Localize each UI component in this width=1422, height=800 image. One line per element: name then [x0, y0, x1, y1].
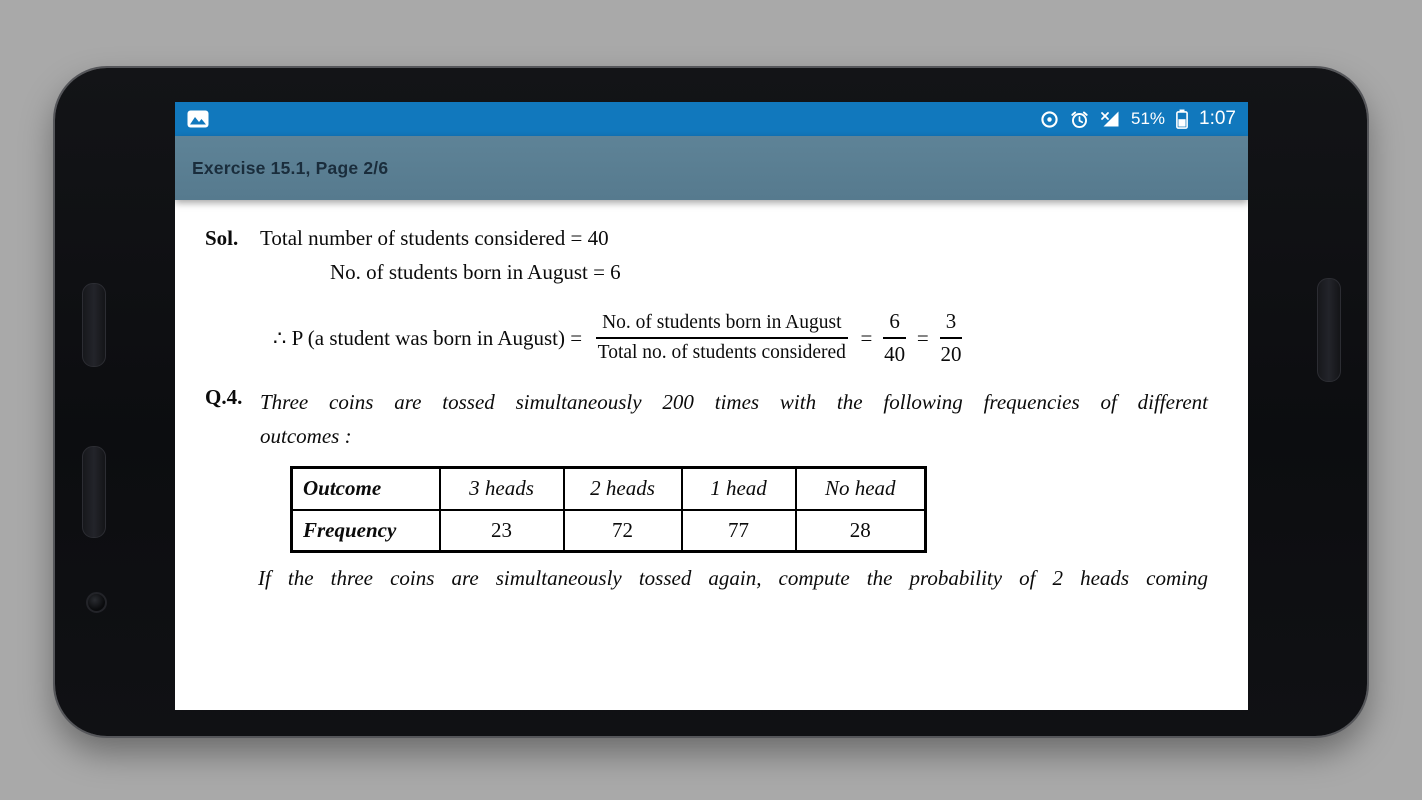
alarm-icon: [1070, 110, 1089, 129]
app-bar: [175, 136, 1248, 200]
question-4: [205, 385, 1248, 453]
table-value: 72: [564, 510, 682, 552]
table-col-3-heads: 3 heads: [440, 468, 564, 510]
fraction-denominator: 40: [884, 342, 906, 366]
probability-equation: [273, 309, 1248, 367]
solution-line-1: [205, 226, 1248, 251]
question-label: Q.4.: [205, 385, 243, 409]
page-content[interactable]: [175, 200, 1248, 710]
fraction-3-20: [940, 309, 963, 367]
table-col-no-head: No head: [796, 468, 926, 510]
equals-sign: =: [860, 325, 873, 350]
side-button[interactable]: [1317, 278, 1341, 382]
table-header-outcome: Outcome: [292, 468, 440, 510]
volume-button[interactable]: [82, 283, 106, 367]
table-header-frequency: Frequency: [292, 510, 440, 552]
gallery-icon: [187, 110, 209, 128]
fraction-numerator: 6: [883, 309, 906, 339]
fraction-denominator: Total no. of students considered: [597, 342, 846, 363]
frequency-table: [290, 466, 927, 553]
question-continuation-text: If the three coins are simultaneously tossed again, compute the probability of 2 heads coming: [258, 566, 1208, 590]
solution-line-2: No. of students born in August = 6: [330, 260, 621, 284]
fraction-denominator: 20: [940, 342, 962, 366]
question-text-line-2: outcomes :: [260, 424, 352, 448]
solution-text-1: Total number of students considered = 40: [260, 226, 609, 250]
table-value: 77: [682, 510, 796, 552]
table-value: 23: [440, 510, 564, 552]
probability-prefix: ∴ P (a student was born in August) =: [273, 325, 583, 350]
fraction-6-40: [883, 309, 906, 367]
table-value: 28: [796, 510, 926, 552]
fraction-numerator: No. of students born in August: [596, 312, 847, 339]
screen: [175, 102, 1248, 710]
battery-icon: [1176, 109, 1188, 129]
table-row: [292, 510, 926, 552]
camera-dot: [86, 592, 107, 613]
no-signal-icon: [1100, 110, 1120, 128]
data-saver-icon: [1040, 110, 1059, 129]
table-row: [292, 468, 926, 510]
table-col-2-heads: 2 heads: [564, 468, 682, 510]
clock-time: 1:07: [1199, 108, 1236, 129]
battery-percent: 51%: [1130, 109, 1166, 128]
solution-label: Sol.: [205, 226, 239, 250]
question-text: [260, 385, 1208, 453]
equals-sign: =: [916, 325, 929, 350]
phone-frame: [55, 68, 1367, 736]
page-title: Exercise 15.1, Page 2/6: [192, 157, 389, 178]
fraction-words: [596, 312, 847, 364]
status-bar: [175, 102, 1248, 136]
question-text-line-1: Three coins are tossed simultaneously 200 times with the following frequencies of different: [260, 390, 1208, 414]
power-button[interactable]: [82, 446, 106, 538]
table-col-1-head: 1 head: [682, 468, 796, 510]
fraction-numerator: 3: [940, 309, 963, 339]
